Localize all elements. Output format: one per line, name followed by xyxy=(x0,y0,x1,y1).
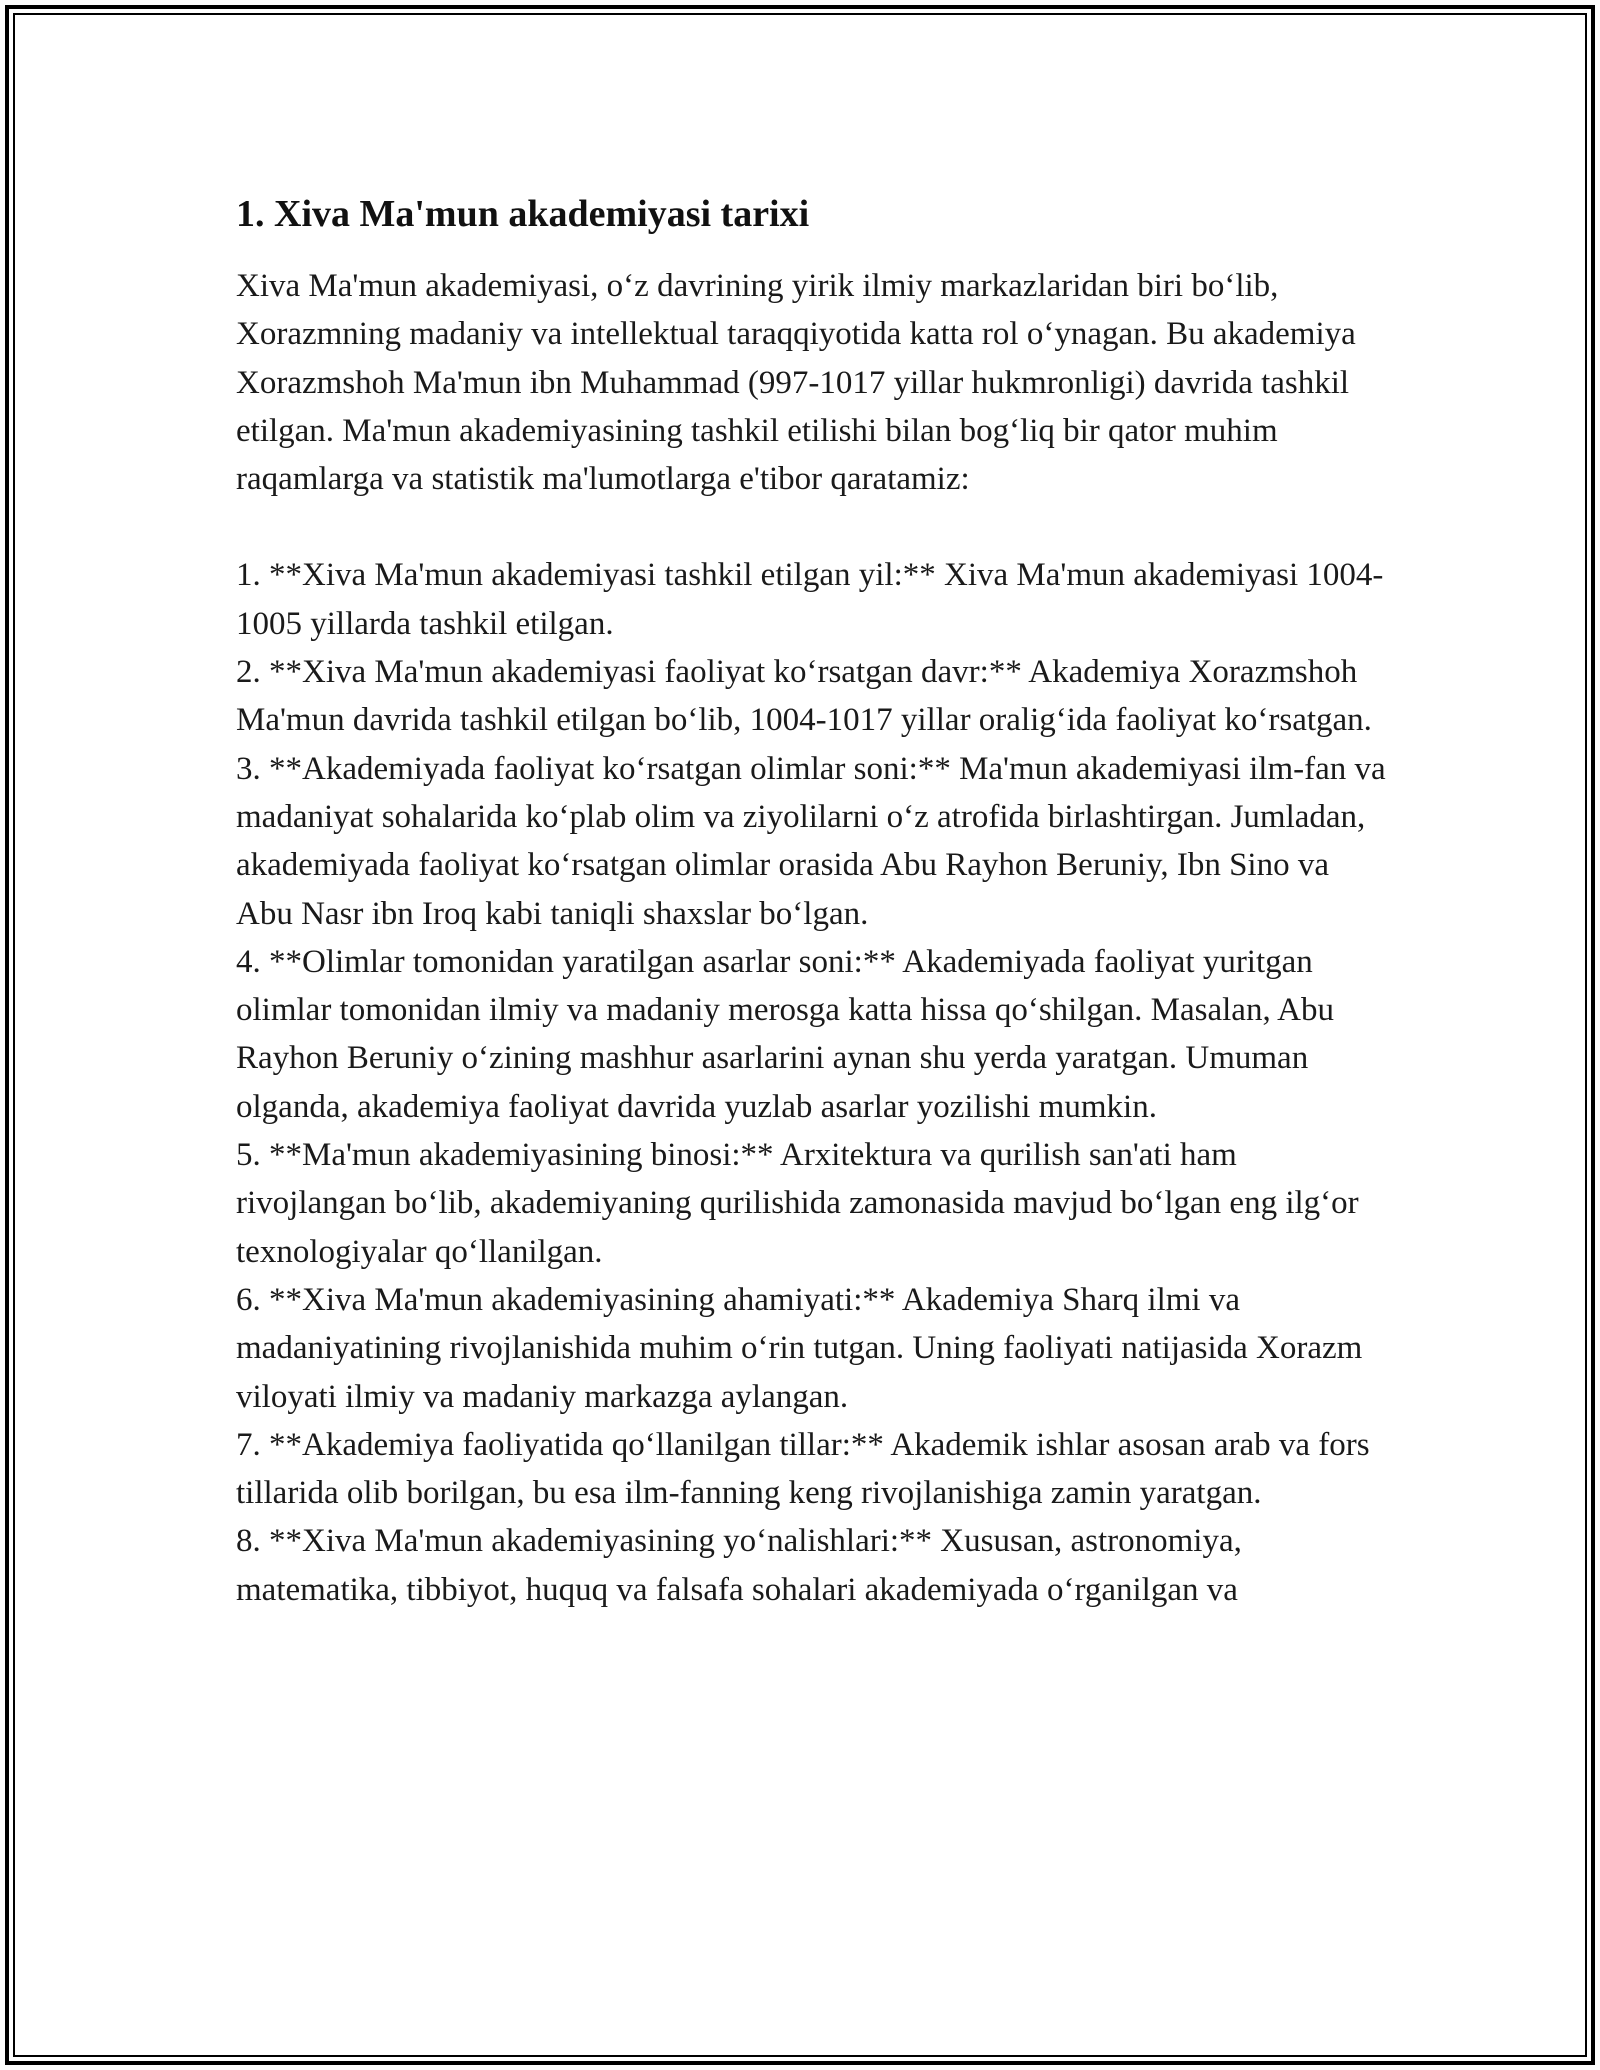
document-title: 1. Xiva Ma'mun akademiyasi tarixi xyxy=(236,193,810,235)
list-item: 6. **Xiva Ma'mun akademiyasining ahamiyati:** Akademiya Sharq ilmi va madaniyatining rivojlanishida muhim o‘rin tutgan. Uning faoliyati natijasida Xorazm viloyati ilmiy va madaniy markazga aylangan. xyxy=(236,1281,1363,1415)
list-item: 1. **Xiva Ma'mun akademiyasi tashkil etilgan yil:** Xiva Ma'mun akademiyasi 1004-1005 yillarda tashkil etilgan. xyxy=(236,557,1384,642)
list-item: 2. **Xiva Ma'mun akademiyasi faoliyat ko‘rsatgan davr:** Akademiya Xorazmshoh Ma'mun davrida tashkil etilgan bo‘lib, 1004-1017 yillar oralig‘ida faoliyat ko‘rsatgan. xyxy=(236,654,1372,739)
document-page xyxy=(236,186,1386,1614)
list-item: 4. **Olimlar tomonidan yaratilgan asarlar soni:** Akademiyada faoliyat yuritgan olimlar tomonidan ilmiy va madaniy merosga katta hissa qo‘shilgan. Masalan, Abu Rayhon Beruniy o‘zining mashhur asarlarini aynan shu yerda yaratgan. Umuman olganda, akademiya faoliyat davrida yuzlab asarlar yozilishi mumkin. xyxy=(236,943,1334,1125)
list-item: 3. **Akademiyada faoliyat ko‘rsatgan olimlar soni:** Ma'mun akademiyasi ilm-fan va madaniyat sohalarida ko‘plab olim va ziyolilarni o‘z atrofida birlashtirgan. Jumladan, akademiyada faoliyat ko‘rsatgan olimlar orasida Abu Rayhon Beruniy, Ibn Sino va Abu Nasr ibn Iroq kabi taniqli shaxslar bo‘lgan. xyxy=(236,750,1386,932)
numbered-list xyxy=(236,551,1386,1614)
intro-paragraph: Xiva Ma'mun akademiyasi, o‘z davrining yirik ilmiy markazlaridan biri bo‘lib, Xorazmning madaniy va intellektual taraqqiyotida katta rol o‘ynagan. Bu akademiya Xorazmshoh Ma'mun ibn Muhammad (997-1017 yillar hukmronligi) davrida tashkil etilgan. Ma'mun akademiyasining tashkil etilishi bilan bog‘liq bir qator muhim raqamlarga va statistik ma'lumotlarga e'tibor qaratamiz: xyxy=(236,268,1356,498)
list-item: 7. **Akademiya faoliyatida qo‘llanilgan tillar:** Akademik ishlar asosan arab va fors tillarida olib borilgan, bu esa ilm-fanning keng rivojlanishiga zamin yaratgan. xyxy=(236,1426,1370,1512)
list-item: 5. **Ma'mun akademiyasining binosi:** Arxitektura va qurilish san'ati ham rivojlangan bo‘lib, akademiyaning qurilishida zamonasida mavjud bo‘lgan eng ilg‘or texnologiyalar qo‘llanilgan. xyxy=(236,1137,1359,1270)
list-item: 8. **Xiva Ma'mun akademiyasining yo‘nalishlari:** Xususan, astronomiya, matematika, tibbiyot, huquq va falsafa sohalari akademiyada o‘rganilgan va xyxy=(236,1523,1242,1608)
